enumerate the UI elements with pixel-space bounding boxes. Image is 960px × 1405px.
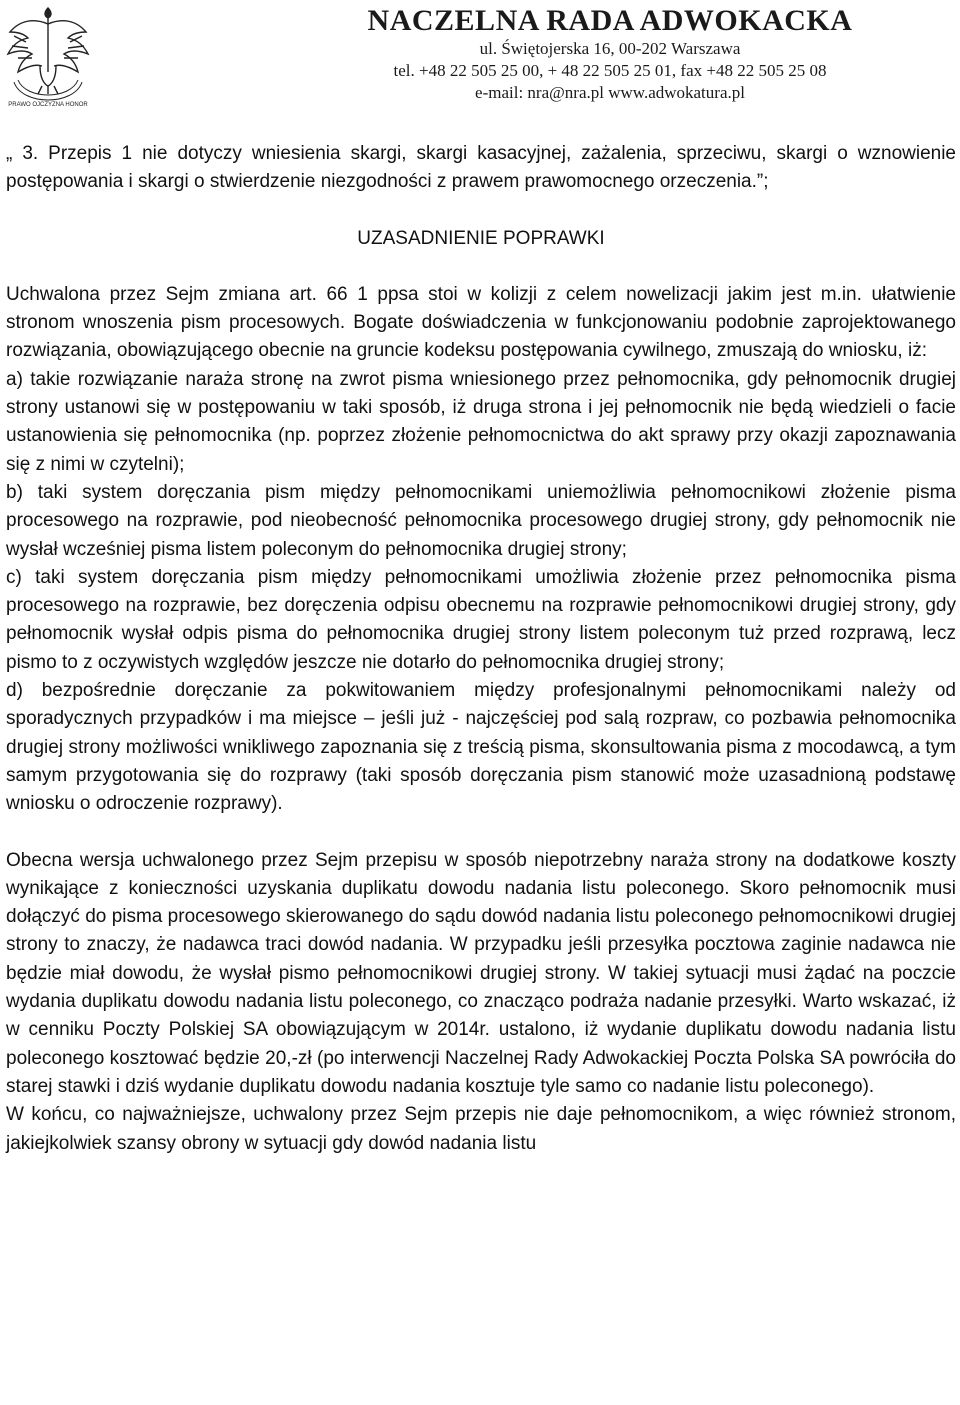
- letterhead: [0, 0, 960, 120]
- organization-name: NACZELNA RADA ADWOKACKA: [367, 4, 853, 37]
- address: ul. Świętojerska 16, 00-202 Warszawa: [479, 39, 741, 58]
- list-item-a: a) takie rozwiązanie naraża stronę na zwrot pisma wniesionego przez pełnomocnika, gdy pełnomocnik drugiej strony ustanowi się w postępowaniu w taki sposób, iż druga strona i jej pełnomocnik nie będą wiedzieli o facie ustanowienia się pełnomocnika (np. poprzez złożenie pełnomocnictwa do akt sprawy przy okazji zapoznawania się z nimi w czytelni);: [6, 368, 956, 475]
- svg-text:PRAWO OJCZYZNA HONOR: PRAWO OJCZYZNA HONOR: [8, 102, 88, 108]
- intro-paragraph: „ 3. Przepis 1 nie dotyczy wniesienia skargi, skargi kasacyjnej, zażalenia, sprzeciwu, skargi o wznowienie postępowania i skargi o stwierdzenie niezgodności z prawem prawomocnego orzeczenia.”;: [6, 143, 956, 193]
- phone-fax: tel. +48 22 505 25 00, + 48 22 505 25 01, fax +48 22 505 25 08: [393, 61, 827, 80]
- document-body: [6, 140, 956, 1158]
- paragraph-2: Obecna wersja uchwalonego przez Sejm przepisu w sposób niepotrzebny naraża strony na dodatkowe koszty wynikające z konieczności uzyskania duplikatu dowodu nadania listu poleconego. Skoro pełnomocnik musi dołączyć do pisma procesowego skierowanego do sądu dowód nadania listu poleconego pełnomocnikowi drugiej strony to znaczy, że nadawca traci dowód nadania. W przypadku jeśli przesyłka pocztowa zaginie nadawca nie będzie miał dowodu, że wysłał pismo pełnomocnikowi drugiej strony. W takiej sytuacji musi żądać na poczcie wydania duplikatu dowodu nadania listu poleconego, co znacząco podraża nadanie przesyłki. Warto wskazać, iż w cenniku Poczty Polskiej SA obowiązującym w 2014r. ustalono, iż wydanie duplikatu dowodu nadania listu poleconego kosztować będzie 20,-zł (po interwencji Naczelnej Rady Adwokackiej Poczta Polska SA powróciła do starej stawki i dziś wydanie duplikatu dowodu nadania kosztuje tyle samo co nadanie listu poleconego).: [6, 849, 956, 1097]
- list-item-d: d) bezpośrednie doręczanie za pokwitowaniem między profesjonalnymi pełnomocnikami należy od sporadycznych przypadków i ma miejsce – jeśli już - najczęściej pod salą rozpraw, co pozbawia pełnomocnika drugiej strony możliwości wnikliwego zapoznania się z treścią pisma, skonsultowania pisma z mocodawcą, a tym samym przygotowania się do rozprawy (taki sposób doręczania pism stanowić może uzasadnioną podstawę wniosku o odroczenie rozprawy).: [6, 680, 956, 815]
- list-item-c: c) taki system doręczania pism między pełnomocnikami umożliwia złożenie przez pełnomocnika pisma procesowego na rozprawie, bez doręczenia odpisu obecnemu na rozprawie pełnomocnikowi drugiej strony, gdy pełnomocnik wysłał odpis pisma do pełnomocnika drugiej strony listem poleconym tuż przed rozprawą, lecz pismo to z oczywistych względów jeszcze nie dotarło do pełnomocnika drugiej strony;: [6, 566, 956, 673]
- section-heading: UZASADNIENIE POPRAWKI: [357, 227, 605, 249]
- eagle-crest-emblem: [4, 2, 92, 110]
- letterhead-text: [260, 4, 960, 104]
- paragraph-1: Uchwalona przez Sejm zmiana art. 66 1 ppsa stoi w kolizji z celem nowelizacji jakim jest m.in. ułatwienie stronom wnoszenia pism procesowych. Bogate doświadczenia w funkcjonowaniu podobnie zaprojektowanego rozwiązania, obowiązującego obecnie na gruncie kodeksu postępowania cywilnego, zmuszają do wniosku, iż:: [6, 283, 956, 362]
- list-item-b: b) taki system doręczania pism między pełnomocnikami uniemożliwia pełnomocnikowi złożenie pisma procesowego na rozprawie, pod nieobecność pełnomocnika procesowego drugiej strony, gdy pełnomocnik nie wysłał wcześniej pisma listem poleconym do pełnomocnika drugiej strony;: [6, 481, 956, 560]
- email-web: e-mail: nra@nra.pl www.adwokatura.pl: [475, 83, 745, 102]
- paragraph-3: W końcu, co najważniejsze, uchwalony przez Sejm przepis nie daje pełnomocnikom, a więc również stronom, jakiejkolwiek szansy obrony w sytuacji gdy dowód nadania listu: [6, 1104, 956, 1154]
